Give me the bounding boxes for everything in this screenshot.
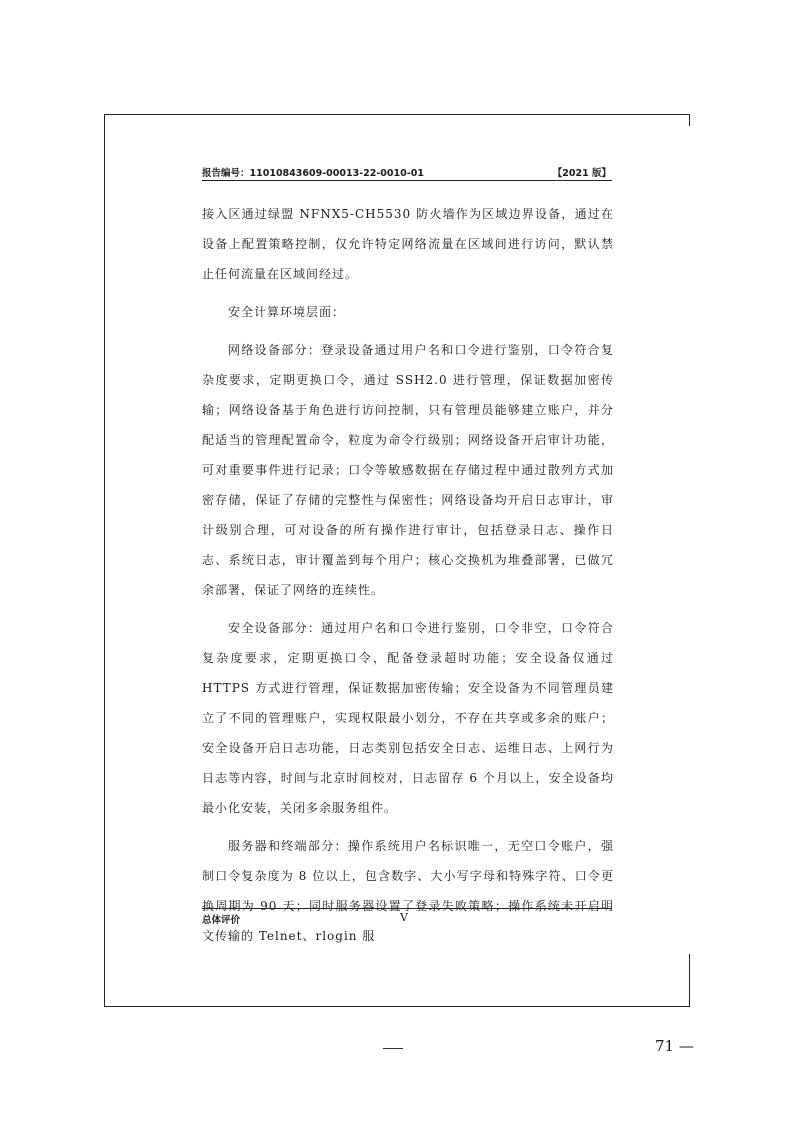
page-header	[202, 165, 611, 181]
frame-bottom-border	[104, 1006, 690, 1007]
document-body	[202, 199, 614, 959]
footer-rule	[202, 908, 612, 909]
frame-top-border	[104, 114, 690, 115]
overall-evaluation-value: V	[400, 911, 408, 924]
frame-left-border	[104, 114, 105, 1007]
overall-evaluation-label: 总体评价	[202, 915, 241, 926]
paragraph: 接入区通过绿盟 NFNX5-CH5530 防火墙作为区域边界设备，通过在设备上配置策略控制，仅允许特定网络流量在区域间进行访问，默认禁止任何流量在区域间经过。	[202, 207, 614, 281]
section-heading: 安全计算环境层面：	[228, 305, 346, 319]
frame-right-bottom-border	[689, 954, 690, 1007]
header-rule	[202, 180, 612, 181]
paragraph: 服务器和终端部分：操作系统用户名标识唯一，无空口令账户，强制口令复杂度为 8 位以上，包含数字、大小写字母和特殊字符、口令更换周期为 90 天；同时服务器设置了登录失败策略；操作系统未开启明文传输的 Telnet、rlogin 服	[202, 839, 614, 943]
paragraph: 安全设备部分：通过用户名和口令进行鉴别，口令非空，口令符合复杂度要求，定期更换口令，配备登录超时功能；安全设备仅通过 HTTPS 方式进行管理，保证数据加密传输；安全设备为不同管理员建立了不同的管理账户，实现权限最小划分，不存在共享或多余的账户；安全设备开启日志功能，日志类别包括安全日志、运维日志、上网行为日志等内容，时间与北京时间校对，日志留存 6 个月以上，安全设备均最小化安装，关闭多余服务组件。	[202, 621, 614, 815]
frame-right-top-border	[689, 114, 690, 126]
report-number: 报告编号：11010843609-00013-22-0010-01	[202, 168, 424, 179]
page-dash	[383, 1048, 403, 1049]
edition-label: 【2021 版】	[552, 168, 611, 179]
page-number: 71 —	[655, 1037, 694, 1055]
paragraph: 网络设备部分：登录设备通过用户名和口令进行鉴别，口令符合复杂度要求，定期更换口令，通过 SSH2.0 进行管理，保证数据加密传输；网络设备基于角色进行访问控制，只有管理员能够建立账户，并分配适当的管理配置命令，粒度为命令行级别；网络设备开启审计功能，可对重要事件进行记录；口令等敏感数据在存储过程中通过散列方式加密存储，保证了存储的完整性与保密性；网络设备均开启日志审计，审计级别合理，可对设备的所有操作进行审计，包括登录日志、操作日志、系统日志，审计覆盖到每个用户；核心交换机为堆叠部署，已做冗余部署，保证了网络的连续性。	[202, 343, 614, 597]
